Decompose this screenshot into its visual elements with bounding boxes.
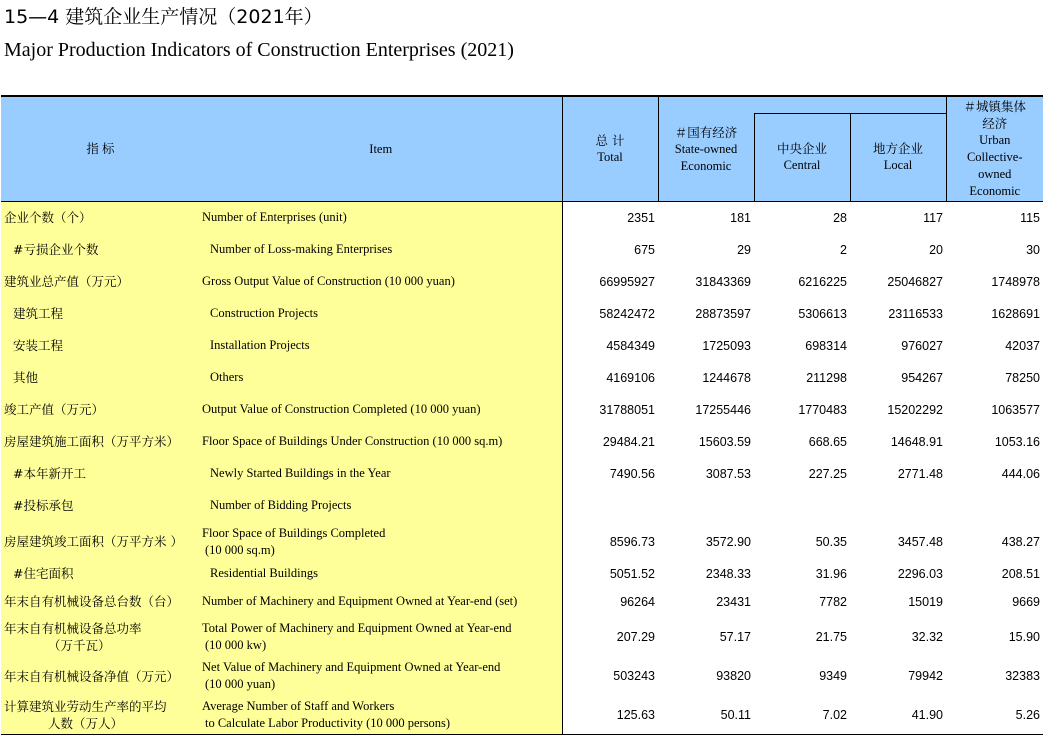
header-row [1,96,1043,113]
cell-urban: 42037 [1005,338,1040,353]
local-header-en: Local [883,158,913,173]
indicator-header-cn: 指 标 [1,96,200,202]
table-row [1,298,1043,330]
cell-central: 1770483 [798,402,847,417]
cell-urban: 9669 [1012,594,1040,609]
cell-urban: 78250 [1005,370,1040,385]
cell-local [850,490,946,522]
cell-central: 50.35 [815,534,847,549]
table-title-chinese: 15—4 建筑企业生产情况（2021年） [4,6,323,28]
table-row [1,618,1043,657]
total-header [562,96,658,202]
row-item-en-text-line2: (10 000 sq.m) [205,542,275,557]
row-indicator-cn-text: 计算建筑业劳动生产率的平均 [4,698,167,714]
state-owned-header-en-1: State-owned [674,141,738,156]
row-item-en-text: Number of Enterprises (unit) [202,210,347,225]
cell-central: 31.96 [815,566,847,581]
urban-header-en-4: Economic [969,184,1021,198]
cell-total: 66995927 [562,266,658,298]
row-indicator-cn [1,522,200,562]
cell-urban: 1628691 [991,306,1040,321]
row-item-en-text-line2: (10 000 yuan) [205,677,276,691]
row-item-en-text: Floor Space of Buildings Under Construction (10 000 sq.m) [202,434,503,448]
row-item-en [200,426,562,458]
row-item-en [200,362,562,394]
cell-state: 28873597 [695,306,751,321]
urban-header-en-2: Collective- [966,150,1023,164]
row-indicator-cn [1,562,200,586]
row-indicator-cn-text: 房屋建筑竣工面积（万平方米 ） [4,534,183,549]
cell-urban [946,490,1043,522]
central-header [754,113,850,201]
row-indicator-cn-text: 建筑业总产值（万元） [4,274,130,289]
row-indicator-cn [1,266,200,298]
cell-urban: 15.90 [1008,630,1040,644]
row-item-en-text: Gross Output Value of Construction (10 000 yuan) [202,274,455,288]
cell-urban: 1053.16 [994,434,1040,449]
cell-total: 96264 [562,586,658,618]
urban-header-en-1: Urban [979,133,1011,147]
row-indicator-cn-text: #本年新开工 [13,466,86,481]
row-item-en-text: Others [210,370,244,384]
row-indicator-cn-text: 年末自有机械设备净值（万元） [4,668,180,684]
row-item-en-text: Construction Projects [210,306,318,320]
table-title-english: Major Production Indicators of Construction Enterprises (2021) [4,39,514,61]
cell-urban: 115 [1020,210,1040,225]
cell-local: 79942 [908,669,943,683]
state-owned-header-cn: ＃国有经济 [674,124,738,140]
row-item-en [200,234,562,266]
table-row [1,458,1043,490]
row-indicator-cn-text-line2: （万千瓦） [48,638,111,653]
cell-state: 23431 [716,594,751,609]
cell-urban: 208.51 [1001,566,1040,581]
production-indicators-table [1,95,1043,735]
row-item-en-text: Number of Loss-making Enterprises [210,242,393,256]
row-item-en-text-line2: to Calculate Labor Productivity (10 000 persons) [205,715,451,730]
cell-state: 3087.53 [705,466,751,481]
urban-header-cn-2: 经济 [982,116,1008,131]
table-row [1,234,1043,266]
cell-local: 23116533 [888,306,943,321]
row-indicator-cn [1,458,200,490]
cell-local: 32.32 [911,630,943,644]
row-item-en [200,298,562,330]
total-header-cn: 总 计 [595,133,625,148]
row-indicator-cn-text: #住宅面积 [13,566,74,581]
cell-state: 15603.59 [698,434,751,449]
table-row [1,696,1043,735]
cell-local: 25046827 [887,274,943,289]
urban-header-en-3: owned [978,167,1012,181]
cell-urban: 444.06 [1001,466,1040,481]
cell-state [658,490,754,522]
cell-total: 4584349 [562,330,658,362]
row-indicator-cn-text: 企业个数（个） [4,210,92,226]
total-header-en: Total [597,150,623,164]
row-indicator-cn [1,330,200,362]
row-indicator-cn [1,394,200,426]
row-indicator-cn-text: #亏损企业个数 [13,242,99,257]
cell-total: 58242472 [562,298,658,330]
cell-central: 668.65 [808,434,847,449]
local-header [850,113,946,201]
row-item-en [200,330,562,362]
cell-total: 5051.52 [562,562,658,586]
cell-central: 698314 [805,338,847,353]
urban-collective-header [946,96,1043,202]
row-item-en [200,657,562,696]
row-item-en [200,202,562,234]
urban-header-cn-1: ＃城镇集体 [963,99,1026,114]
table-row [1,266,1043,298]
row-item-en [200,586,562,618]
row-item-en-text: Number of Machinery and Equipment Owned at Year-end (set) [202,594,518,608]
cell-local: 976027 [901,338,943,353]
row-indicator-cn [1,657,200,696]
row-indicator-cn-text: 年末自有机械设备总台数（台） [4,594,180,609]
cell-central: 7.02 [754,696,850,735]
cell-local: 20 [929,242,943,257]
cell-local: 954267 [901,370,943,385]
row-indicator-cn-text: 年末自有机械设备总功率 [4,621,142,636]
row-item-en-text: Total Power of Machinery and Equipment Owned at Year-end [202,621,512,635]
table-row [1,586,1043,618]
table-row [1,562,1043,586]
cell-urban: 32383 [1005,669,1040,683]
row-indicator-cn [1,696,200,735]
cell-total: 2351 [562,202,658,234]
row-indicator-cn [1,298,200,330]
cell-local: 2771.48 [897,466,943,481]
cell-total [562,490,658,522]
row-item-en [200,394,562,426]
row-item-en-text: Floor Space of Buildings Completed [202,525,386,540]
cell-urban: 1748978 [991,274,1040,289]
state-owned-header-en-2: Economic [680,158,732,173]
row-indicator-cn-text-line2: 人数（万人） [48,715,124,731]
row-item-en [200,266,562,298]
row-indicator-cn-text: #投标承包 [13,498,74,513]
table-row [1,490,1043,522]
central-header-en: Central [783,158,821,173]
local-header-cn: 地方企业 [872,141,923,157]
row-item-en-text: Output Value of Construction Completed (10 000 yuan) [202,402,481,416]
cell-local: 15019 [908,594,943,609]
row-item-en-text: Number of Bidding Projects [210,498,352,512]
cell-total: 125.63 [562,696,658,735]
cell-state: 1725093 [702,338,751,353]
row-item-en-text: Average Number of Staff and Workers [202,698,395,713]
cell-total: 7490.56 [562,458,658,490]
row-item-en [200,490,562,522]
row-item-en-text-line2: (10 000 kw) [205,638,267,652]
cell-state: 31843369 [695,274,751,289]
row-item-en-text: Net Value of Machinery and Equipment Owned at Year-end [202,660,501,674]
cell-state: 29 [737,242,751,257]
row-item-en [200,696,562,735]
cell-urban: 5.26 [946,696,1043,735]
cell-state: 50.11 [658,696,754,735]
row-item-en-text: Newly Started Buildings in the Year [210,466,391,480]
row-indicator-cn [1,490,200,522]
cell-local: 117 [923,210,943,225]
row-indicator-cn-text: 安装工程 [13,338,64,353]
row-indicator-cn-text: 其他 [13,370,39,385]
cell-central: 9349 [819,669,847,683]
central-header-cn: 中央企业 [776,141,827,157]
row-indicator-cn-text: 竣工产值（万元） [4,402,105,417]
cell-central: 227.25 [808,466,847,481]
table-row [1,202,1043,234]
state-subheader-spacer [754,96,946,113]
cell-state: 181 [730,210,751,225]
cell-state: 1244678 [702,370,751,385]
state-owned-header [658,96,754,202]
table-row [1,362,1043,394]
cell-state: 3572.90 [705,534,751,549]
cell-urban: 1063577 [991,402,1040,417]
row-indicator-cn [1,618,200,657]
cell-state: 57.17 [719,630,751,644]
cell-urban: 438.27 [1001,534,1040,549]
row-item-en [200,522,562,562]
cell-central [754,490,850,522]
table-row [1,426,1043,458]
cell-central: 28 [833,210,847,225]
item-header-en: Item [200,96,562,202]
cell-local: 2296.03 [897,566,943,581]
row-item-en-text: Residential Buildings [210,566,318,580]
cell-total: 675 [562,234,658,266]
cell-local: 15202292 [887,402,943,417]
row-item-en [200,458,562,490]
row-item-en [200,562,562,586]
cell-state: 2348.33 [705,566,751,581]
row-item-en [200,618,562,657]
cell-central: 5306613 [798,306,847,321]
row-indicator-cn [1,426,200,458]
cell-central: 2 [840,242,847,257]
cell-state: 93820 [716,669,751,683]
cell-local: 3457.48 [897,534,943,549]
cell-total: 31788051 [562,394,658,426]
table-row [1,522,1043,562]
cell-total: 503243 [562,657,658,696]
cell-local: 41.90 [850,696,946,735]
row-indicator-cn [1,202,200,234]
cell-central: 6216225 [798,274,847,289]
cell-urban: 30 [1026,242,1040,257]
table-row [1,330,1043,362]
table-row [1,657,1043,696]
cell-state: 17255446 [695,402,751,417]
cell-central: 211298 [806,370,847,385]
cell-total: 207.29 [562,618,658,657]
cell-total: 29484.21 [562,426,658,458]
row-indicator-cn-text: 房屋建筑施工面积（万平方米） [4,434,180,449]
cell-central: 21.75 [815,630,847,644]
cell-total: 4169106 [562,362,658,394]
cell-local: 14648.91 [890,434,943,449]
cell-total: 8596.73 [562,522,658,562]
row-indicator-cn [1,234,200,266]
row-indicator-cn-text: 建筑工程 [13,306,64,321]
cell-central: 7782 [819,594,847,609]
table-row [1,394,1043,426]
row-indicator-cn [1,362,200,394]
row-indicator-cn [1,586,200,618]
row-item-en-text: Installation Projects [210,338,310,352]
